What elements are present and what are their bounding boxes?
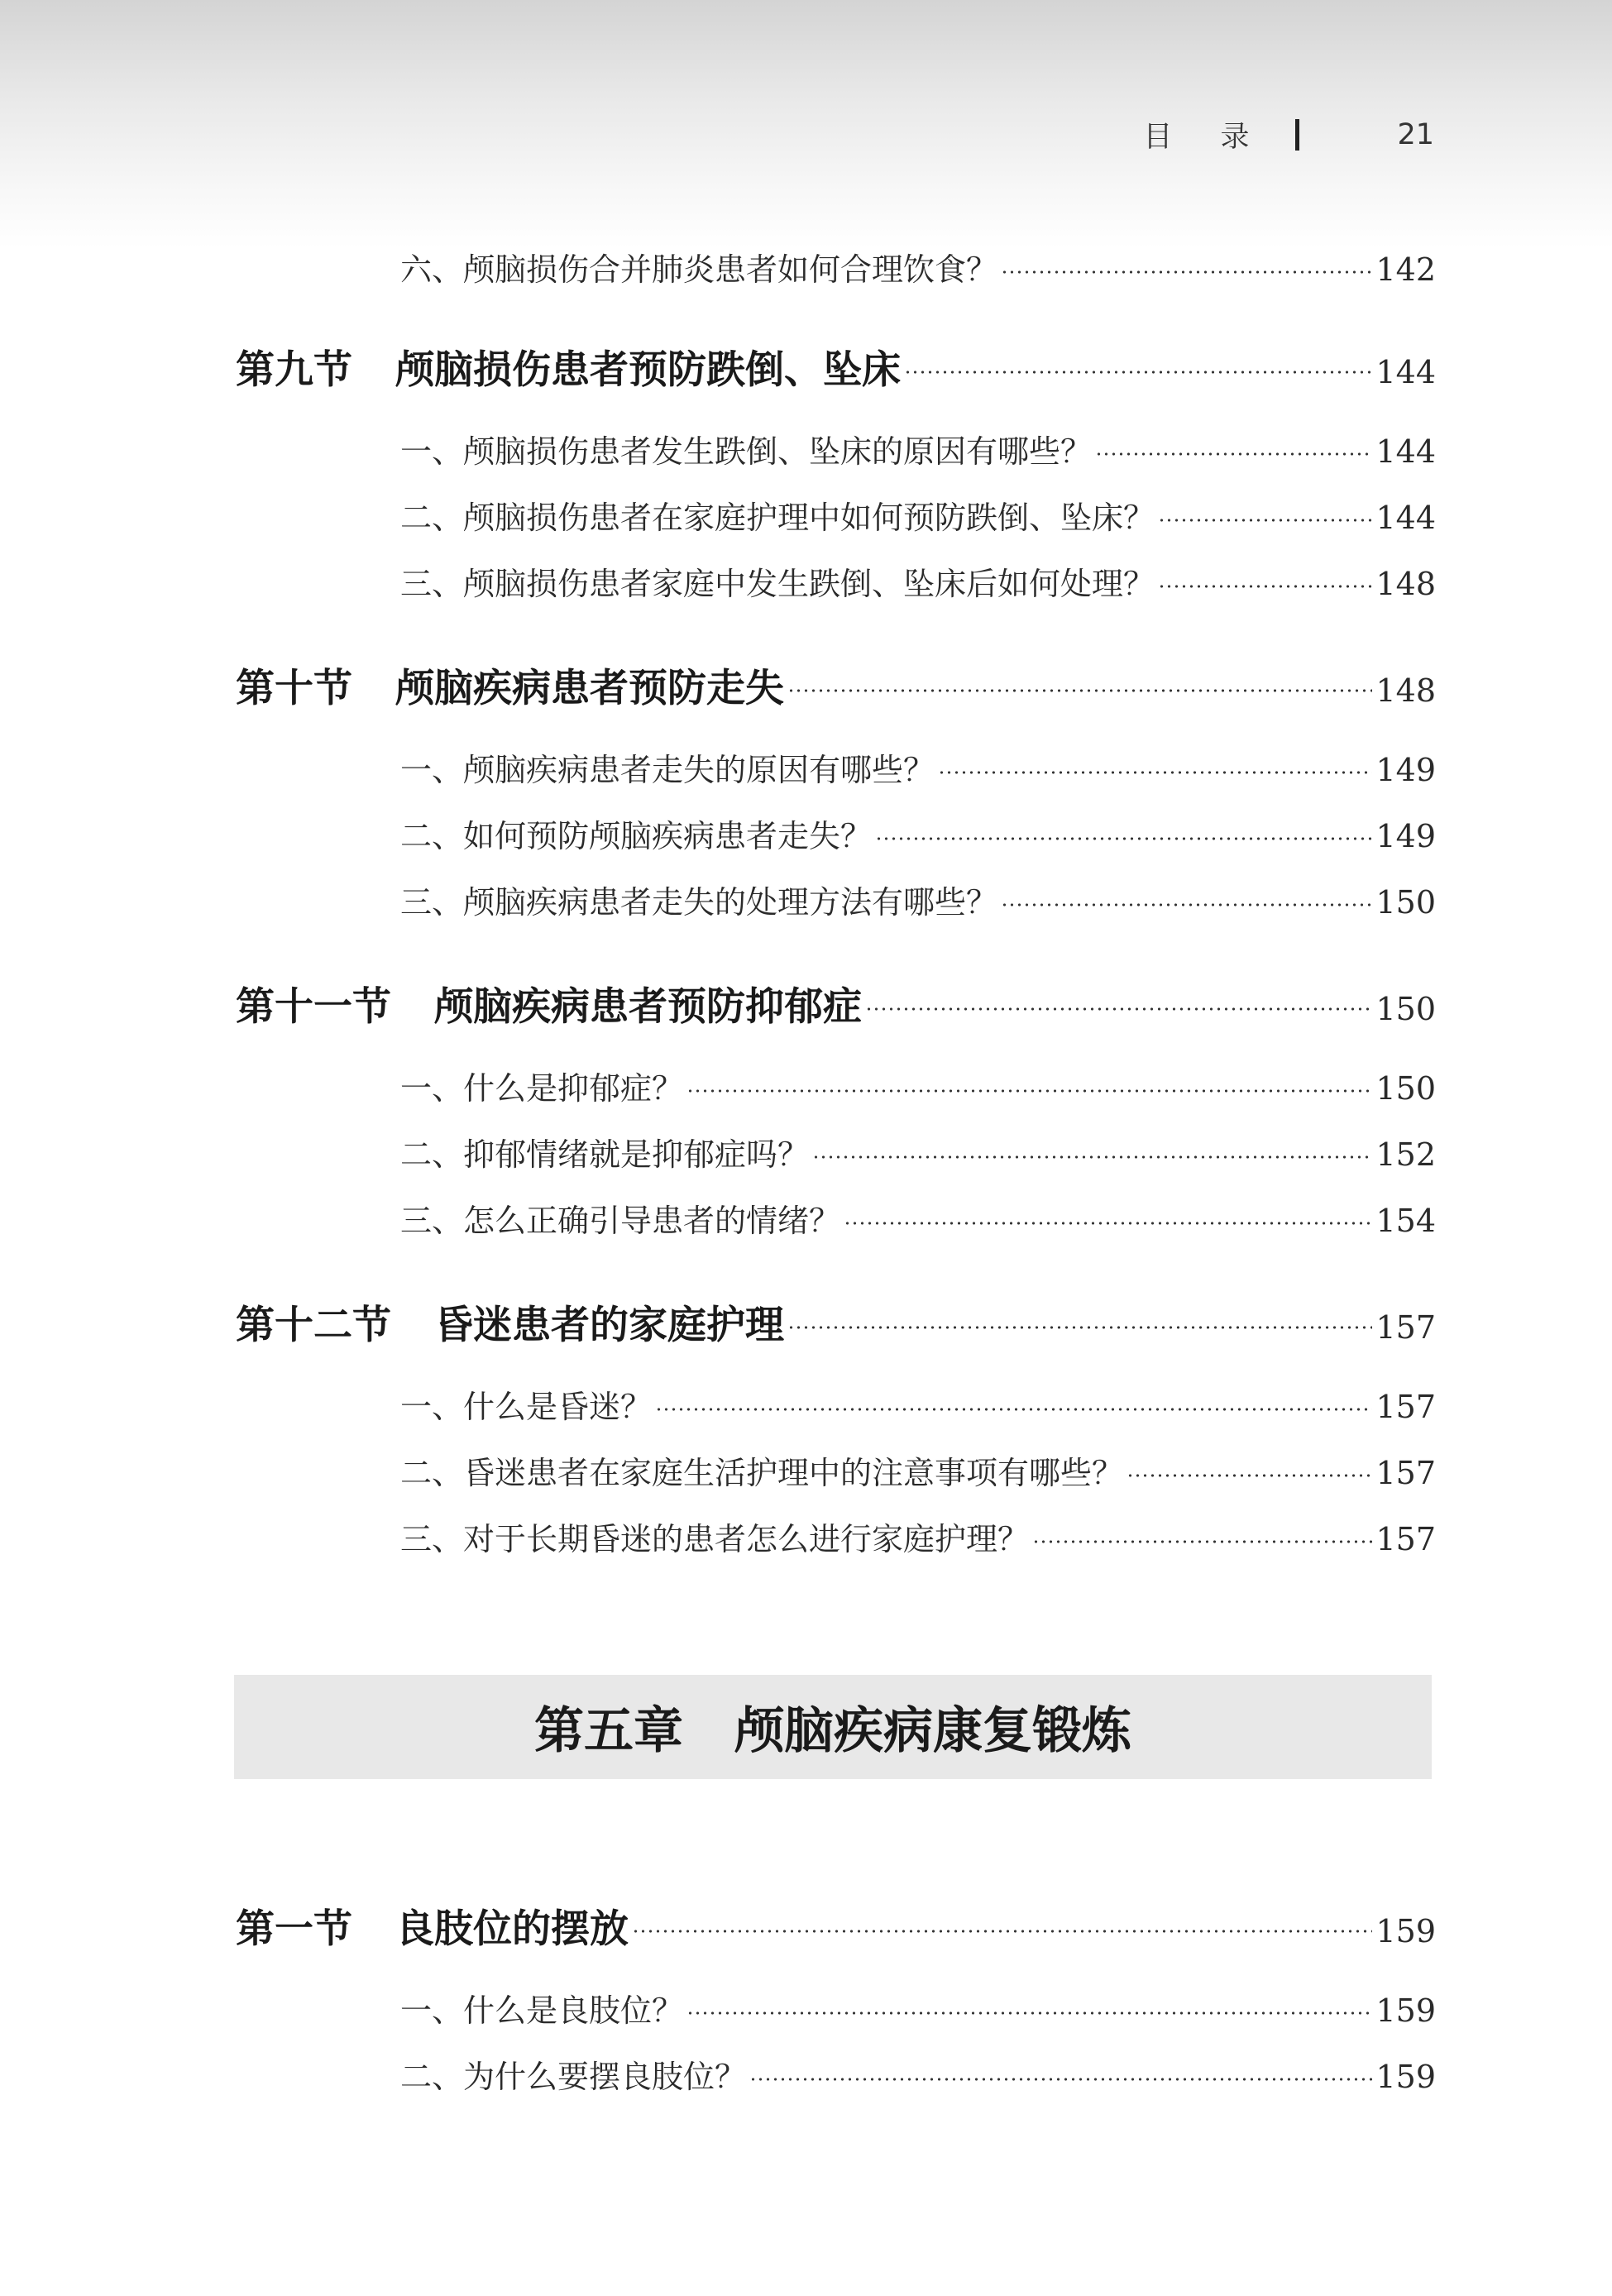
- dot-leader: [875, 837, 1372, 840]
- toc-entry-label: [400, 1447, 1123, 1493]
- toc-entry-label: [236, 658, 784, 713]
- toc-entry-label: [400, 811, 872, 856]
- toc-section-entry[interactable]: [236, 976, 1436, 1031]
- toc-entry-label: [400, 426, 1092, 471]
- toc-page-number: 149: [1375, 818, 1436, 854]
- toc-page-number: 150: [1375, 991, 1436, 1027]
- running-head-title-a: 目: [1143, 121, 1173, 154]
- toc-entry-label: [236, 1898, 629, 1954]
- section-number: 第十二节: [236, 1303, 391, 1348]
- toc-entry-title: 六、颅脑损伤合并肺炎患者如何合理饮食？: [400, 251, 998, 288]
- dot-leader: [1001, 270, 1372, 274]
- toc-page-number: 144: [1375, 354, 1436, 390]
- dot-leader: [686, 2011, 1372, 2015]
- toc-page-number: 150: [1375, 1070, 1436, 1107]
- toc-entry-label: [400, 1514, 1029, 1559]
- toc-entry-title: 三、怎么正确引导患者的情绪？: [400, 1203, 841, 1239]
- toc-subsection-entry[interactable]: [400, 426, 1436, 471]
- toc-entry-title: 二、颅脑损伤患者在家庭护理中如何预防跌倒、坠床？: [400, 500, 1155, 536]
- dot-leader: [1095, 452, 1372, 456]
- toc-entry-title: 颅脑疾病患者预防走失: [395, 666, 784, 711]
- toc-page-number: 157: [1375, 1455, 1436, 1491]
- running-head-bar: [1295, 119, 1299, 151]
- toc-subsection-entry[interactable]: [400, 1063, 1436, 1108]
- dot-leader: [1126, 1474, 1372, 1477]
- toc-entry-title: 良肢位的摆放: [395, 1906, 629, 1952]
- running-head-title: [1143, 114, 1249, 155]
- toc-page-number: 157: [1375, 1521, 1436, 1557]
- section-number: 第十一节: [236, 984, 391, 1030]
- toc-entry-label: [400, 877, 997, 922]
- toc-subsection-entry[interactable]: [400, 1514, 1436, 1559]
- toc-entry-label: [400, 744, 935, 790]
- toc-entry-label: [236, 339, 901, 395]
- toc-page-number: 142: [1375, 251, 1436, 288]
- toc-entry-title: 二、抑郁情绪就是抑郁症吗？: [400, 1136, 810, 1173]
- toc-subsection-entry[interactable]: [400, 1447, 1436, 1493]
- dot-leader: [655, 1408, 1372, 1411]
- section-number: 第一节: [236, 1906, 352, 1952]
- dot-leader: [904, 371, 1372, 374]
- dot-leader: [1001, 903, 1372, 906]
- toc-entry-label: [400, 1985, 683, 2031]
- toc-subsection-entry[interactable]: [400, 1195, 1436, 1241]
- toc-page-number: 144: [1375, 433, 1436, 470]
- toc-section-entry[interactable]: [236, 658, 1436, 713]
- toc-page-number: 159: [1375, 2059, 1436, 2095]
- toc-subsection-entry[interactable]: [400, 244, 1436, 289]
- toc-subsection-entry[interactable]: [400, 558, 1436, 604]
- toc-subsection-entry[interactable]: [400, 877, 1436, 922]
- toc-entry-title: 二、为什么要摆良肢位？: [400, 2059, 747, 2095]
- toc-entry-label: [400, 244, 997, 289]
- toc-section-entry[interactable]: [236, 1898, 1436, 1954]
- toc-entry-title: 昏迷患者的家庭护理: [434, 1303, 784, 1348]
- page-number: 21: [1397, 118, 1434, 151]
- dot-leader: [632, 1930, 1372, 1933]
- toc-subsection-entry[interactable]: [400, 1381, 1436, 1427]
- toc-page-number: 149: [1375, 752, 1436, 788]
- toc-page-number: 148: [1375, 672, 1436, 709]
- toc-entry-title: 三、对于长期昏迷的患者怎么进行家庭护理？: [400, 1521, 1030, 1557]
- toc-entry-label: [400, 2051, 746, 2097]
- toc-section-entry[interactable]: [236, 339, 1436, 395]
- dot-leader: [749, 2078, 1372, 2081]
- toc-entry-title: 二、如何预防颅脑疾病患者走失？: [400, 818, 873, 854]
- toc-subsection-entry[interactable]: [400, 1985, 1436, 2031]
- toc-page-number: 144: [1375, 500, 1436, 536]
- toc-page-number: 152: [1375, 1136, 1436, 1173]
- dot-leader: [1158, 585, 1372, 588]
- toc-page-number: 148: [1375, 566, 1436, 602]
- toc-entry-label: [400, 1195, 840, 1241]
- toc-entry-title: 颅脑疾病患者预防抑郁症: [434, 984, 862, 1030]
- toc-subsection-entry[interactable]: [400, 811, 1436, 856]
- dot-leader: [812, 1155, 1372, 1159]
- toc-entry-title: 一、什么是昏迷？: [400, 1389, 653, 1425]
- toc-entry-label: [400, 558, 1155, 604]
- running-head-title-b: 录: [1220, 121, 1250, 154]
- dot-leader: [938, 771, 1372, 774]
- section-number: 第十节: [236, 666, 352, 711]
- toc-entry-title: 二、昏迷患者在家庭生活护理中的注意事项有哪些？: [400, 1455, 1124, 1491]
- toc-page-number: 159: [1375, 1913, 1436, 1949]
- toc-entry-label: [400, 492, 1155, 538]
- dot-leader: [787, 689, 1372, 692]
- dot-leader: [1158, 519, 1372, 522]
- running-head: [1143, 110, 1434, 160]
- toc-entry-title: 三、颅脑疾病患者走失的处理方法有哪些？: [400, 884, 998, 921]
- toc-subsection-entry[interactable]: [400, 1129, 1436, 1174]
- section-number: 第九节: [236, 347, 352, 393]
- toc-page-number: 150: [1375, 884, 1436, 921]
- toc-subsection-entry[interactable]: [400, 744, 1436, 790]
- dot-leader: [686, 1089, 1372, 1093]
- toc-entry-title: 一、颅脑疾病患者走失的原因有哪些？: [400, 752, 935, 788]
- toc-entry-title: 一、什么是抑郁症？: [400, 1070, 684, 1107]
- toc-entry-label: [236, 976, 862, 1031]
- dot-leader: [787, 1326, 1372, 1329]
- toc-section-entry[interactable]: [236, 1294, 1436, 1350]
- toc-subsection-entry[interactable]: [400, 492, 1436, 538]
- chapter-number: 第五章: [534, 1702, 683, 1760]
- toc-entry-label: [236, 1294, 784, 1350]
- dot-leader: [865, 1007, 1372, 1011]
- toc-entry-label: [400, 1063, 683, 1108]
- dot-leader: [1032, 1540, 1372, 1543]
- toc-entry-label: [400, 1381, 652, 1427]
- chapter-heading: [234, 1675, 1432, 1779]
- toc-entry-title: 一、什么是良肢位？: [400, 1992, 684, 2029]
- toc-page-number: 159: [1375, 1992, 1436, 2029]
- chapter-title: 颅脑疾病康复锻炼: [734, 1702, 1131, 1760]
- toc-page-number: 157: [1375, 1389, 1436, 1425]
- dot-leader: [844, 1222, 1372, 1225]
- toc-page-number: 157: [1375, 1309, 1436, 1346]
- toc-subsection-entry[interactable]: [400, 2051, 1436, 2097]
- toc-entry-label: [400, 1129, 809, 1174]
- toc-entry-title: 三、颅脑损伤患者家庭中发生跌倒、坠床后如何处理？: [400, 566, 1155, 602]
- toc-page-number: 154: [1375, 1203, 1436, 1239]
- toc-entry-title: 颅脑损伤患者预防跌倒、坠床: [395, 347, 901, 393]
- toc-entry-title: 一、颅脑损伤患者发生跌倒、坠床的原因有哪些？: [400, 433, 1093, 470]
